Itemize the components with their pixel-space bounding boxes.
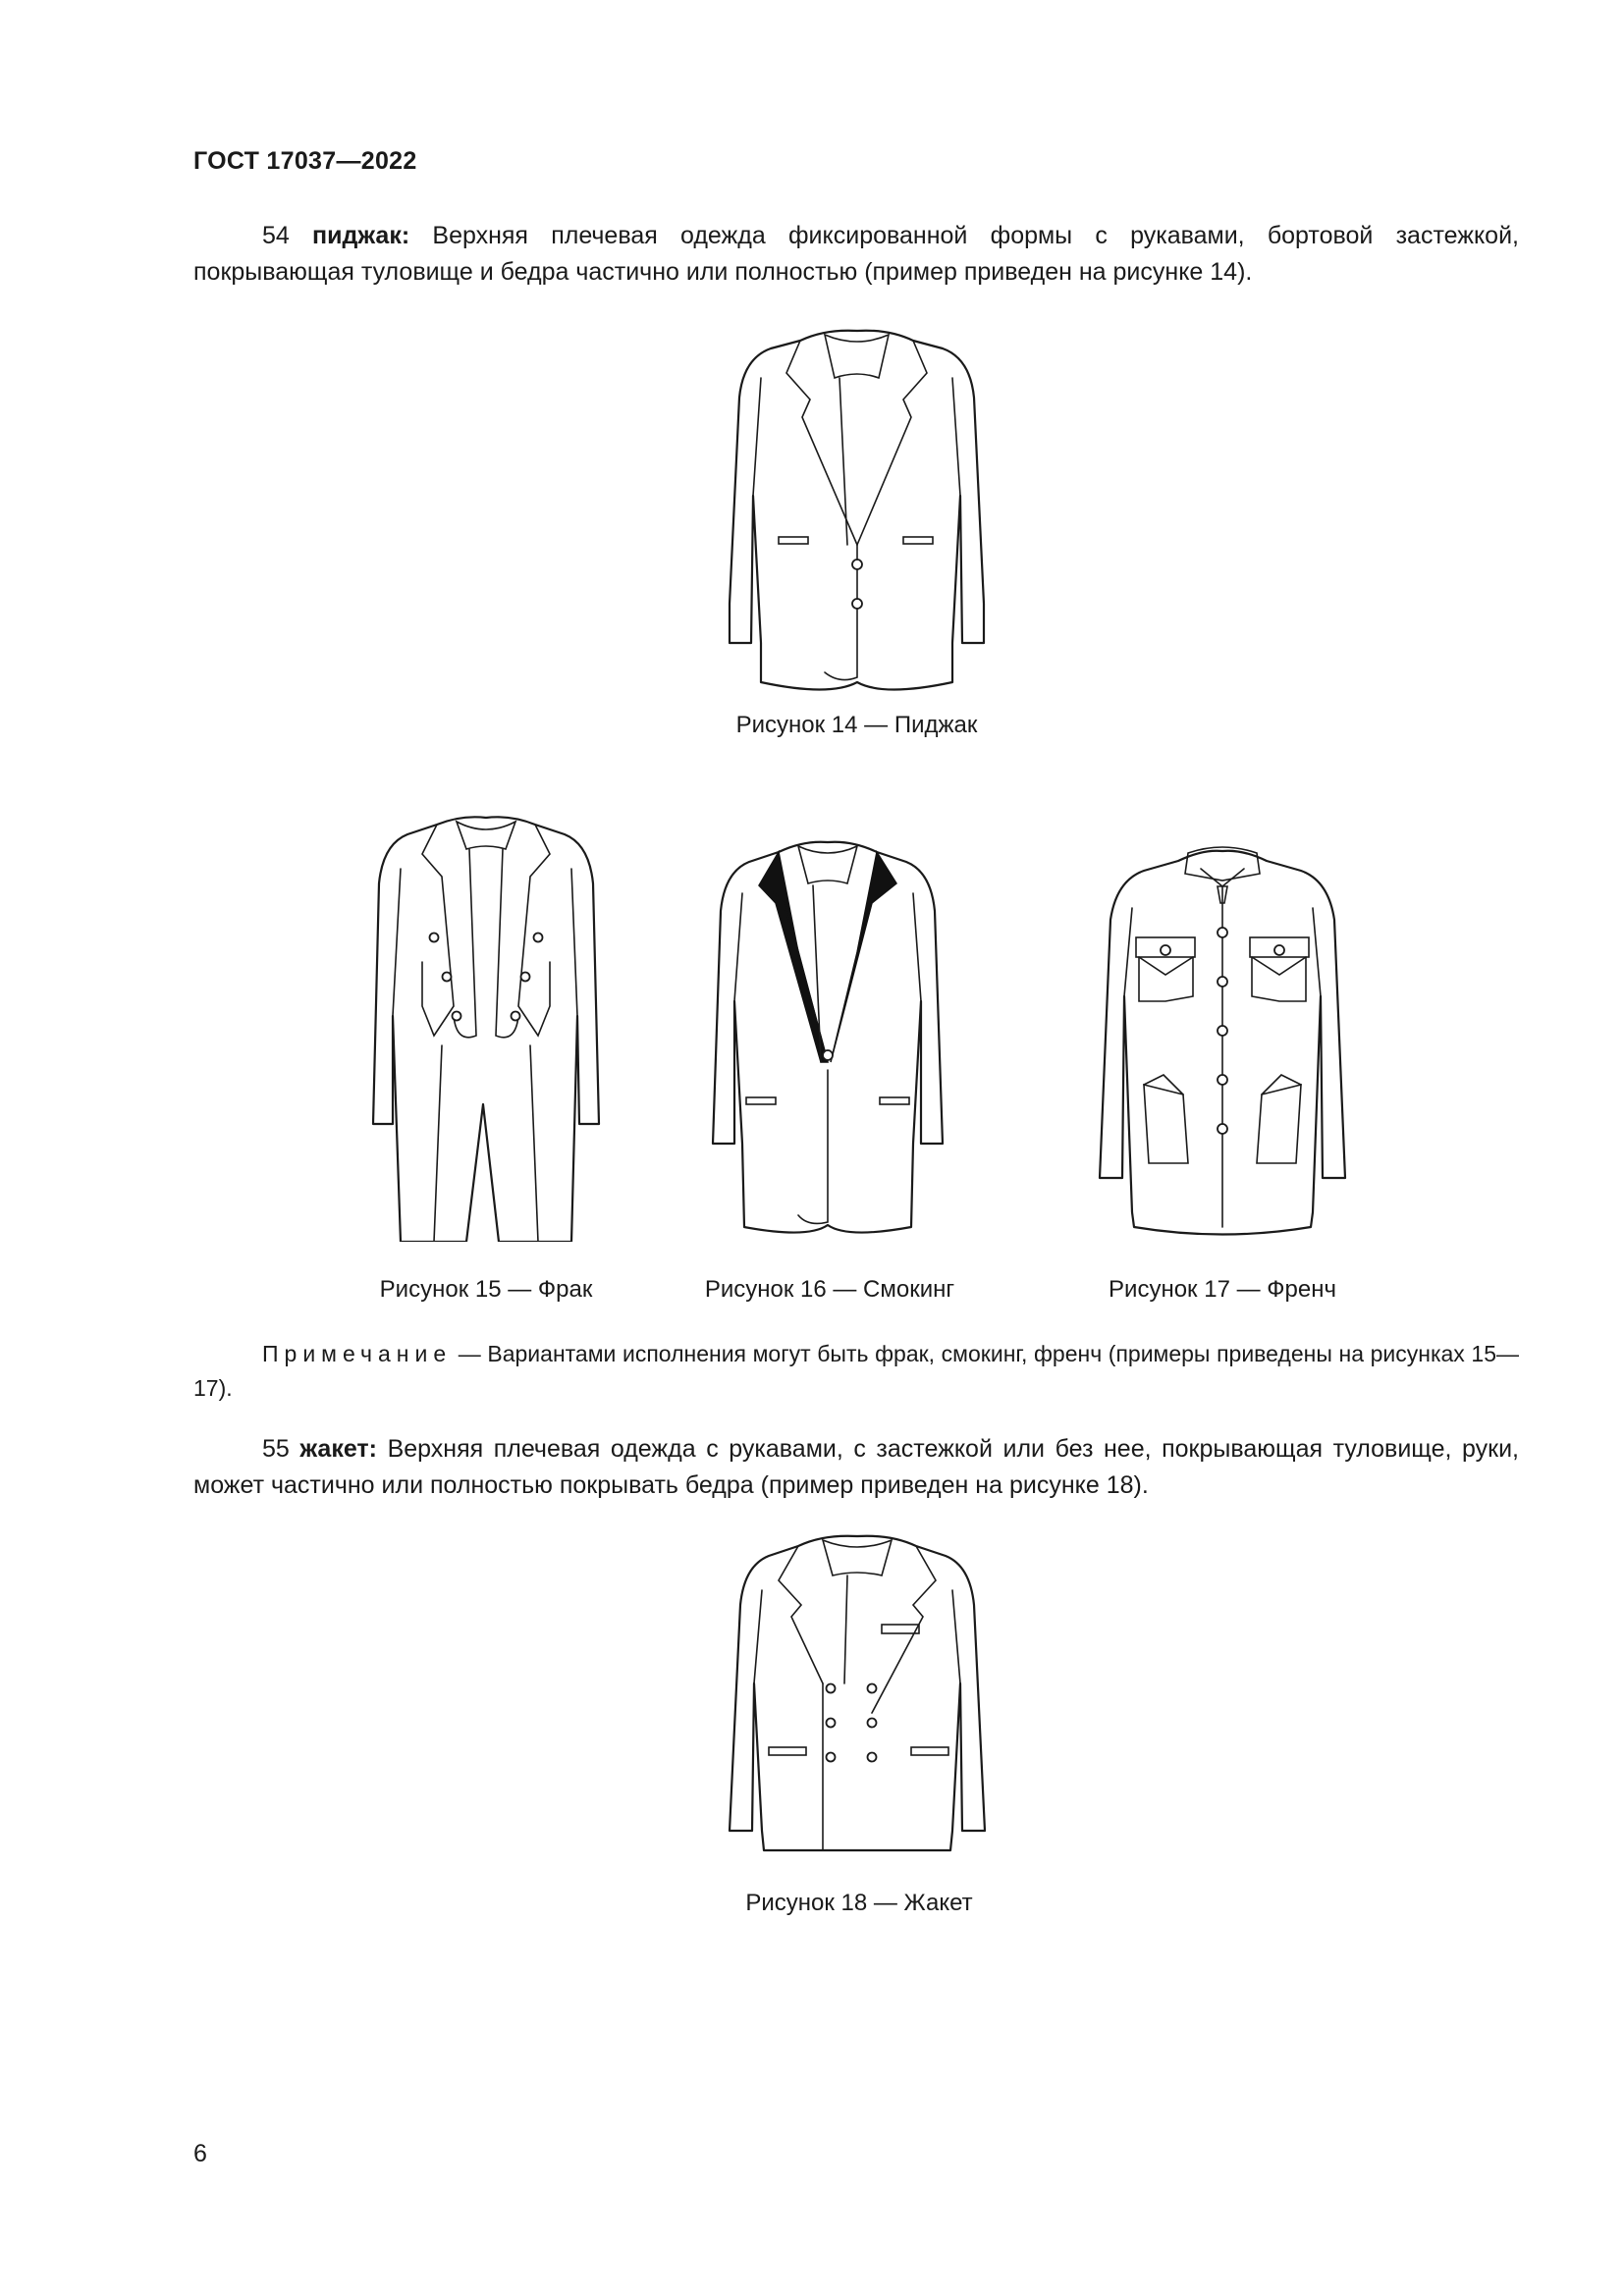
- double-breasted-jacket-icon: [725, 1526, 990, 1860]
- definition-text-54: Верхняя плечевая одежда фиксированной формы с рукавами, бортовой застежкой, покрывающая туловище и бедра частично или полностью (пример приведен на рисунке 14).: [193, 222, 1519, 286]
- figure-14-caption: Рисунок 14 — Пиджак: [735, 712, 978, 738]
- term-number-55: 55: [262, 1435, 290, 1463]
- note-text: — Вариантами исполнения могут быть фрак, смокинг, френч (примеры приведены на рисунках 15—17).: [193, 1341, 1519, 1401]
- figure-18-caption: Рисунок 18 — Жакет: [745, 1890, 973, 1916]
- term-pidzhak: пиджак:: [312, 222, 410, 249]
- note-block: [193, 1337, 1519, 1406]
- definition-text-55: Верхняя плечевая одежда с рукавами, с застежкой или без нее, покрывающая туловище, руки, может частично или полностью покрывать бедра (пример приведен на рисунке 18).: [193, 1435, 1519, 1499]
- tailcoat-icon: [363, 810, 609, 1242]
- tuxedo-icon: [705, 834, 950, 1237]
- definition-54: [193, 218, 1519, 291]
- jacket-pidzhak-icon: [722, 319, 992, 692]
- page-number: 6: [193, 2140, 207, 2167]
- figure-16-caption: Рисунок 16 — Смокинг: [704, 1276, 955, 1303]
- term-number-54: 54: [262, 222, 290, 249]
- document-header: ГОСТ 17037—2022: [193, 147, 417, 175]
- note-label: Примечание: [262, 1341, 453, 1366]
- figure-17-caption: Рисунок 17 — Френч: [1109, 1276, 1336, 1303]
- figure-15-caption: Рисунок 15 — Фрак: [379, 1276, 593, 1303]
- french-jacket-icon: [1095, 839, 1350, 1237]
- term-zhaket: жакет:: [299, 1435, 377, 1463]
- definition-55: [193, 1431, 1519, 1504]
